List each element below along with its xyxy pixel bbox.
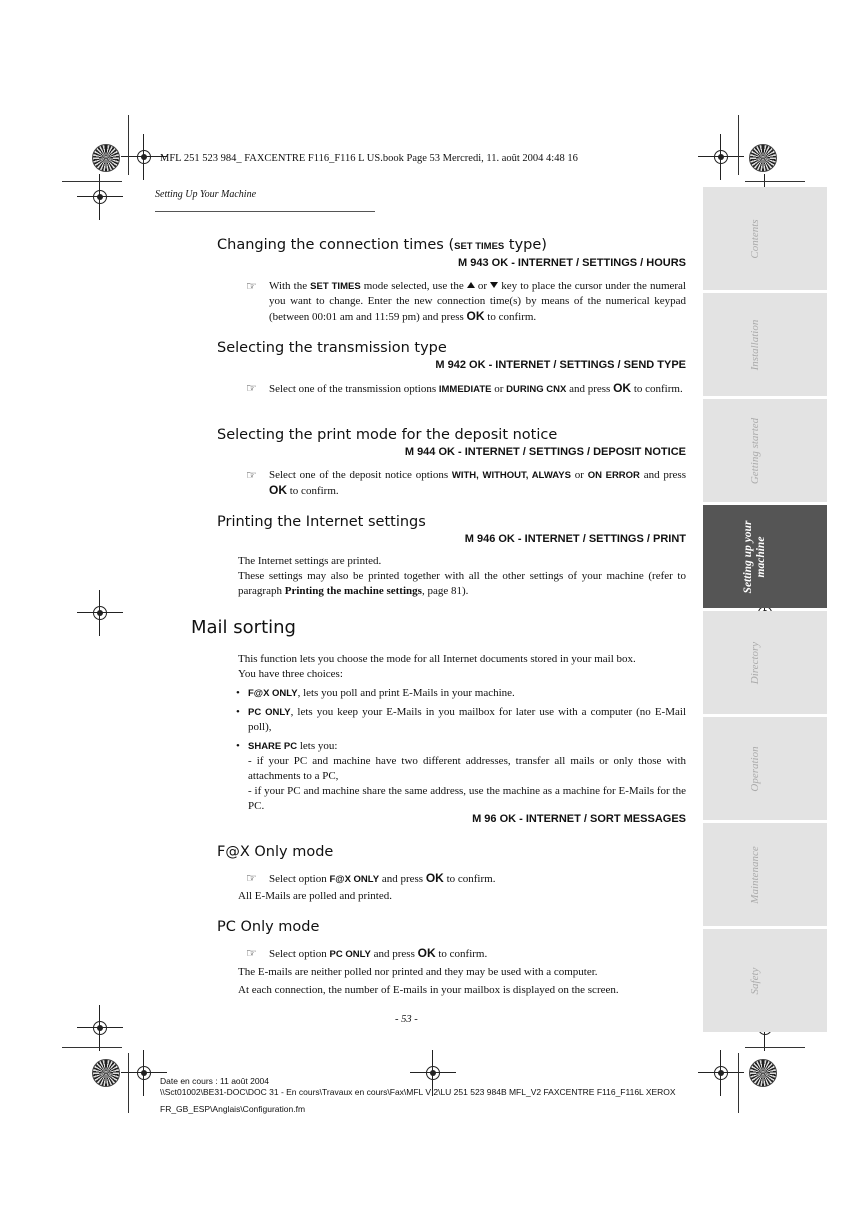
tab-getting-started[interactable]: Getting started	[703, 399, 827, 502]
tab-maintenance[interactable]: Maintenance	[703, 823, 827, 926]
crosshair-mark-left-bottom	[89, 1017, 111, 1039]
tab-operation[interactable]: Operation	[703, 717, 827, 820]
menu-path-send-type: M 942 OK - INTERNET / SETTINGS / SEND TYPE	[435, 359, 686, 371]
tab-directory[interactable]: Directory	[703, 611, 827, 714]
paragraph-pc-only-2: At each connection, the number of E-mails in your mailbox is displayed on the screen.	[238, 984, 619, 996]
pointing-hand-icon: ☞	[246, 279, 257, 293]
pointing-hand-icon: ☞	[246, 468, 257, 482]
registration-disc-top-right	[749, 144, 777, 172]
list-item: • SHARE PC lets you: - if your PC and machine have two different addresses, transfer all mails or only those with attachments to a PC, - if your PC and machine share the same address, use the machine as a machine for E-Mails for the PC.	[227, 739, 686, 814]
heading-mail-sorting: Mail sorting	[191, 617, 296, 638]
tab-setting-up-your-machine[interactable]: Setting up your machine	[703, 505, 827, 608]
registration-disc-bottom-left	[92, 1059, 120, 1087]
footer-path: \\Sct01002\BE31-DOC\DOC 31 - En cours\Travaux en cours\Fax\MFL V 2\LU 251 523 984B MFL_V2 FAXCENTRE F116_F116L XEROX	[160, 1087, 676, 1097]
trim-line-bottom-left-v	[128, 1053, 129, 1113]
mail-sorting-body: This function lets you choose the mode for all Internet documents stored in your mail box. You have three choices: • F@X ONLY, lets you poll and print E-Mails in your machine. • PC ONLY, lets you keep your E-Mails in you mailbox for later use with a computer (no E-Mail poll), • SHARE PC lets you: - if your PC and machine have two different addresses, transfer all mails or only those with attachments to a PC, - if your PC and machine share the same address, use the machine as a machine for E-Mails for the PC.	[238, 652, 686, 818]
pointing-hand-icon: ☞	[246, 946, 257, 960]
trim-line-left-bottom-h	[62, 1047, 122, 1048]
crosshair-mark-left-mid	[89, 602, 111, 624]
menu-path-sort-messages: M 96 OK - INTERNET / SORT MESSAGES	[472, 813, 686, 825]
book-info-line: MFL 251 523 984_ FAXCENTRE F116_F116 L US.book Page 53 Mercredi, 11. août 2004 4:48 16	[160, 153, 578, 164]
menu-path-hours: M 943 OK - INTERNET / SETTINGS / HOURS	[458, 257, 686, 269]
trim-line-top-right-v	[738, 115, 739, 175]
section-title-transmission-type: Selecting the transmission type	[217, 340, 447, 356]
instruction-connection-times: With the SET TIMES mode selected, use the or key to place the cursor under the numeral you want to change. Enter the new connection time(s) by means of the numerical keypad (between 00:01 am and 11:59 pm) and press OK to confirm.	[269, 280, 686, 323]
pointing-hand-icon: ☞	[246, 871, 257, 885]
paragraph-pc-only-1: The E-mails are neither polled nor printed and they may be used with a computer.	[238, 966, 598, 978]
trim-line-top-left-v	[128, 115, 129, 175]
trim-line-right-bottom-h	[745, 1047, 805, 1048]
menu-path-print: M 946 OK - INTERNET / SETTINGS / PRINT	[464, 533, 686, 545]
instruction-fax-only: Select option F@X ONLY and press OK to confirm.	[269, 871, 496, 885]
crosshair-mark-top-right	[710, 146, 732, 168]
crosshair-mark-left-top	[89, 186, 111, 208]
pointing-hand-icon: ☞	[246, 381, 257, 395]
registration-disc-bottom-right	[749, 1059, 777, 1087]
section-title-pc-only-mode: PC Only mode	[217, 919, 320, 935]
footer-date: Date en cours : 11 août 2004	[160, 1076, 270, 1086]
trim-line-left-top-h	[62, 181, 122, 182]
footer-file: FR_GB_ESP\Anglais\Configuration.fm	[160, 1104, 306, 1114]
instruction-deposit-notice: Select one of the deposit notice options WITH, WITHOUT, ALWAYS or ON ERROR and press OK to confirm.	[269, 469, 686, 497]
registration-disc-top-left	[92, 144, 120, 172]
down-arrow-key-icon	[490, 282, 498, 288]
tab-installation[interactable]: Installation	[703, 293, 827, 396]
trim-line-right-top-h	[745, 181, 805, 182]
running-head: Setting Up Your Machine	[155, 189, 257, 200]
crosshair-mark-bottom-left	[133, 1062, 155, 1084]
section-title-print-internet-settings: Printing the Internet settings	[217, 514, 426, 530]
crosshair-mark-bottom-center	[422, 1062, 444, 1084]
crosshair-mark-top-center-left	[133, 146, 155, 168]
section-title-deposit-notice: Selecting the print mode for the deposit notice	[217, 427, 558, 443]
trim-line-bottom-right-v	[738, 1053, 739, 1113]
instruction-pc-only: Select option PC ONLY and press OK to confirm.	[269, 946, 488, 960]
list-item: • F@X ONLY, lets you poll and print E-Mails in your machine.	[227, 686, 686, 701]
menu-path-deposit-notice: M 944 OK - INTERNET / SETTINGS / DEPOSIT NOTICE	[404, 446, 686, 458]
up-arrow-key-icon	[467, 282, 475, 288]
list-item: • PC ONLY, lets you keep your E-Mails in you mailbox for later use with a computer (no E-Mail poll),	[227, 705, 686, 735]
tab-contents[interactable]: Contents	[703, 187, 827, 290]
tab-safety[interactable]: Safety	[703, 929, 827, 1032]
crosshair-mark-bottom-right	[710, 1062, 732, 1084]
paragraph-settings-printed: The Internet settings are printed. These settings may also be printed together with all the other settings of your machine (refer to paragraph Printing the machine settings, page 81).	[238, 555, 686, 597]
section-title-fax-only-mode: F@X Only mode	[217, 844, 334, 860]
header-rule	[155, 211, 375, 212]
paragraph-fax-only: All E-Mails are polled and printed.	[238, 890, 392, 902]
instruction-transmission-type: Select one of the transmission options IMMEDIATE or DURING CNX and press OK to confirm.	[269, 381, 683, 395]
section-title-connection-times: Changing the connection times (SET TIMES type)	[217, 237, 547, 253]
page-number: - 53 -	[395, 1014, 418, 1025]
sort-options-list	[227, 686, 686, 814]
